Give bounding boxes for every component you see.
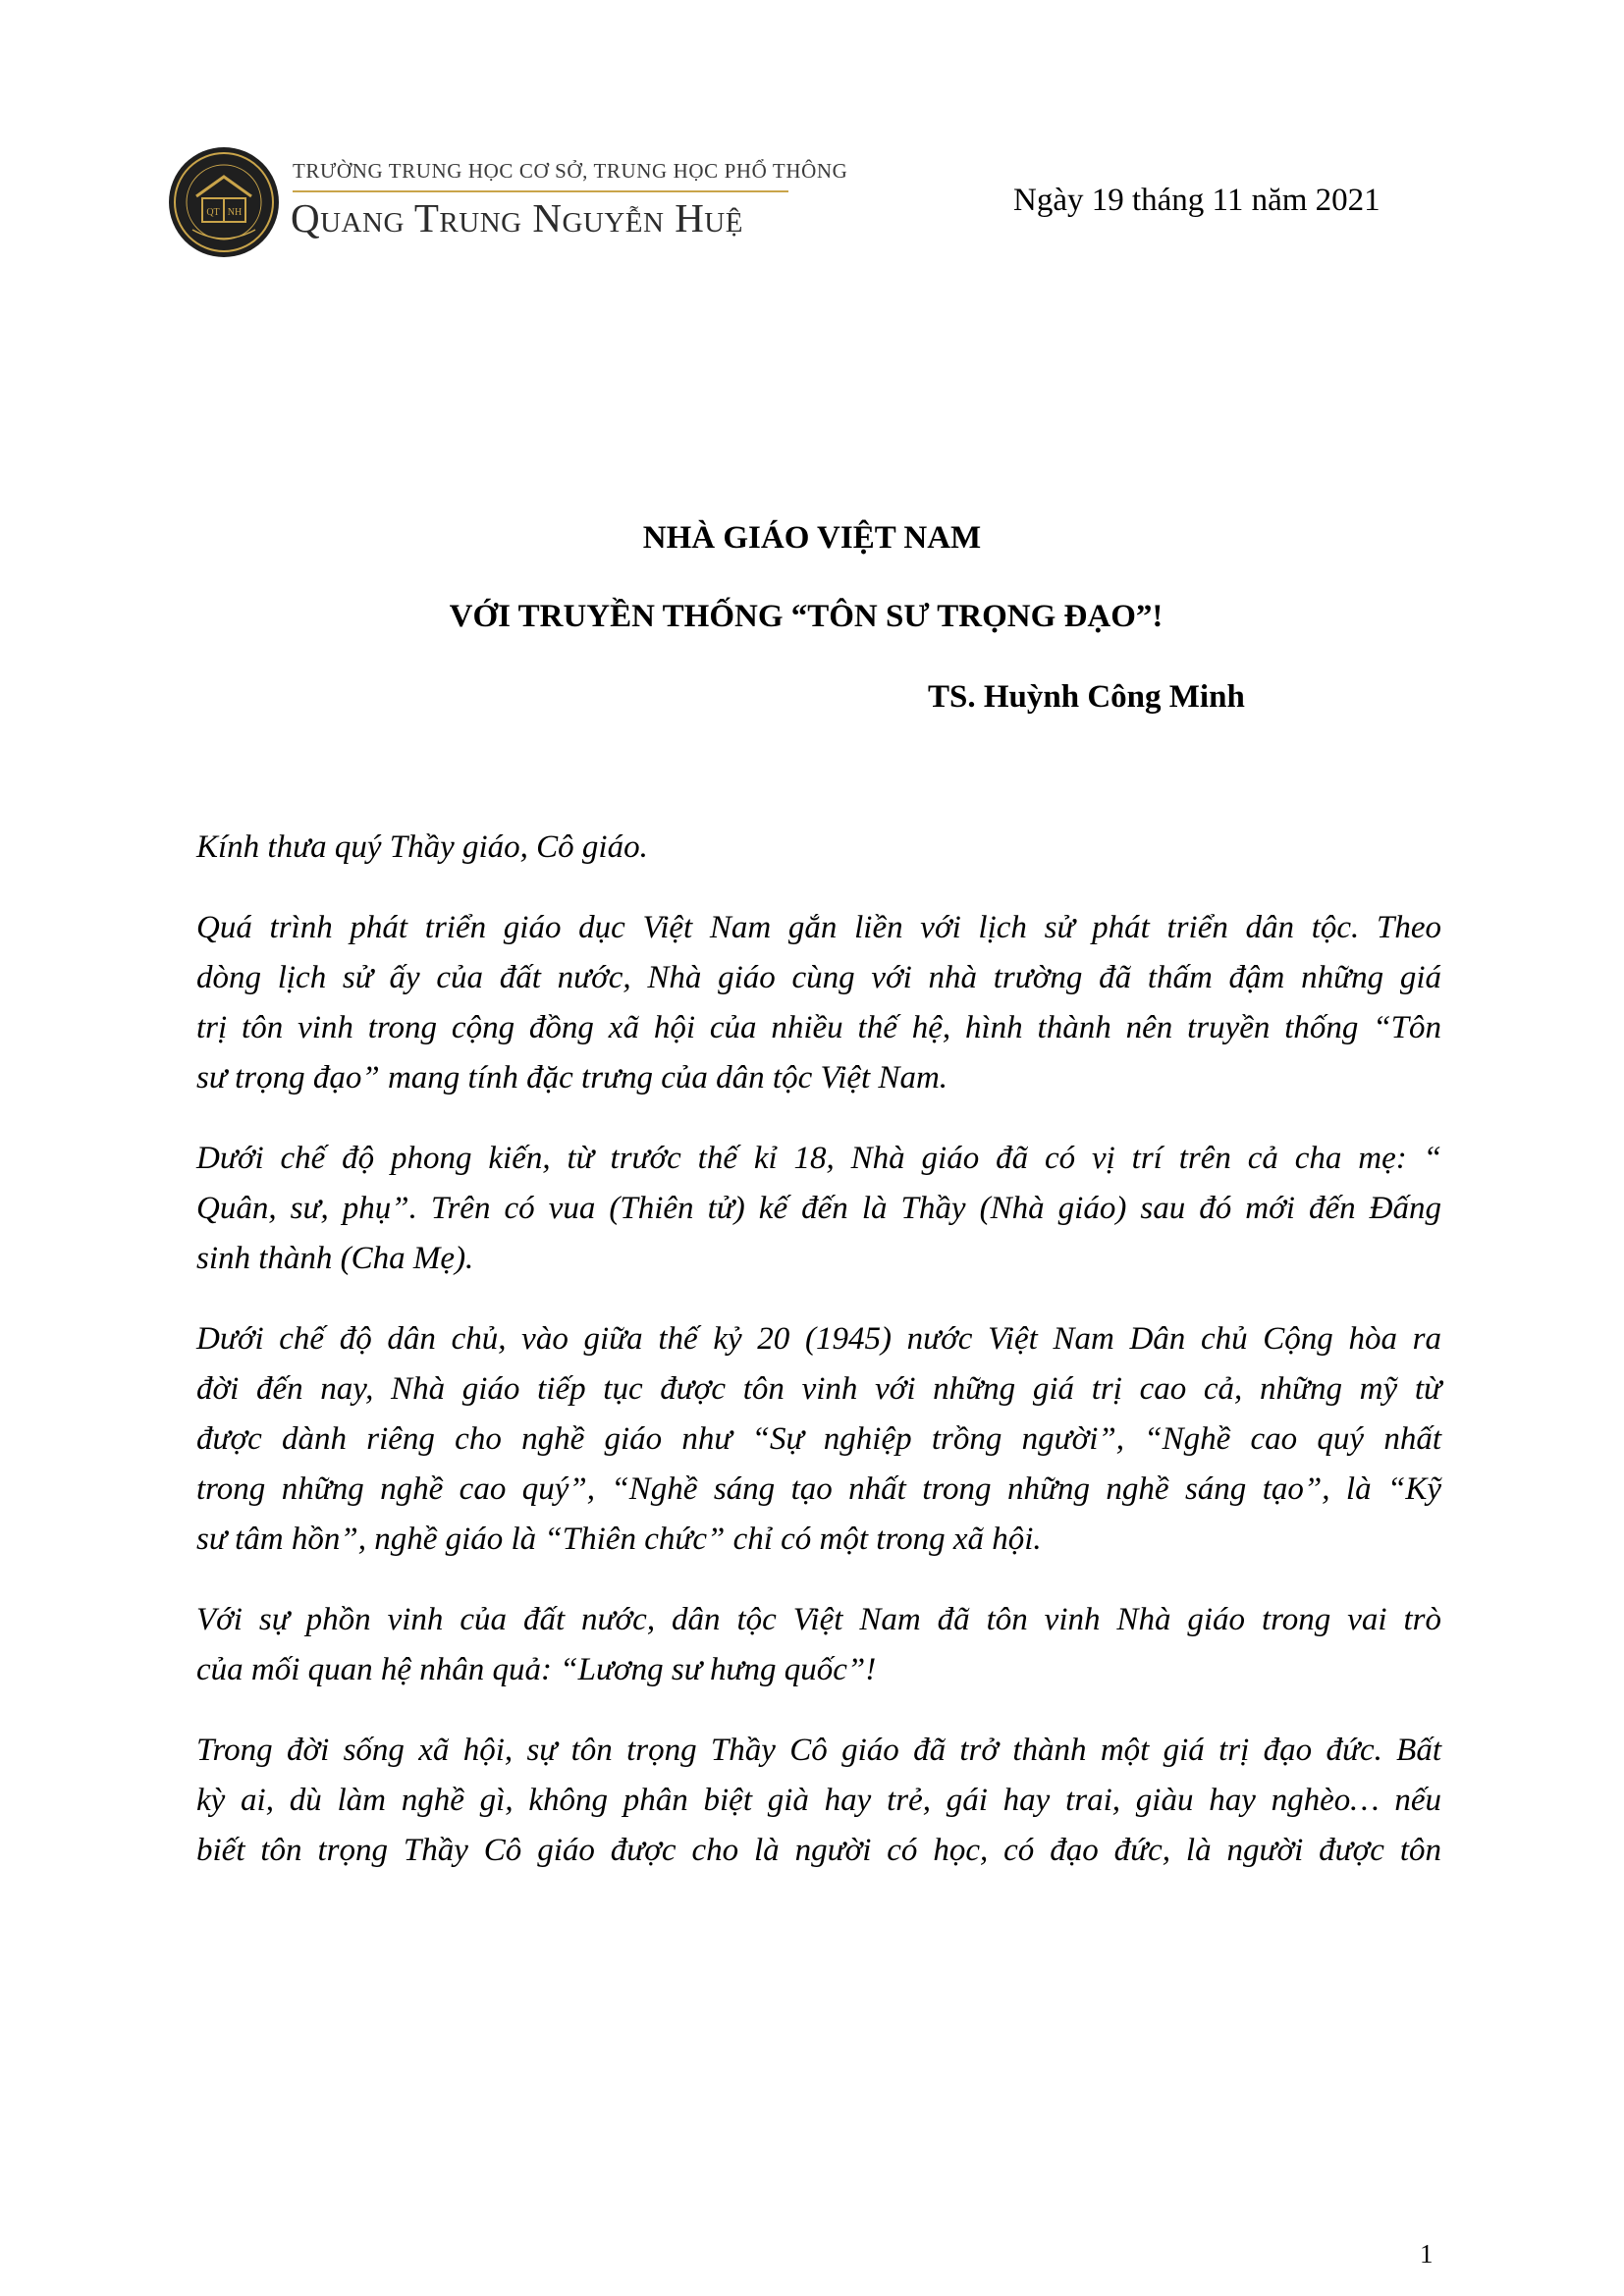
paragraph [196,823,1441,873]
text-line: dòng lịch sử ấy của đất nước, Nhà giáo cùng với nhà trường đã thấm đậm những giá [196,960,1441,995]
paragraph [196,1314,1441,1565]
text-line: đời đến nay, Nhà giáo tiếp tục được tôn vinh với những giá trị cao cả, những mỹ từ [196,1371,1441,1407]
school-crest-icon [167,145,281,259]
text-line: sinh thành (Cha Mẹ). [196,1241,474,1276]
document-title-line-2: VỚI TRUYỀN THỐNG “TÔN SƯ TRỌNG ĐẠO”! [449,599,1164,634]
text-line: biết tôn trọng Thầy Cô giáo được cho là người có học, có đạo đức, là người được tôn [196,1833,1441,1868]
text-line: Với sự phồn vinh của đất nước, dân tộc Việt Nam đã tôn vinh Nhà giáo trong vai trò [196,1602,1441,1637]
paragraph [196,1134,1441,1284]
school-name-subtitle: TRƯỜNG TRUNG HỌC CƠ SỞ, TRUNG HỌC PHỔ THÔNG [293,159,848,183]
paragraph [196,903,1441,1103]
crest-monogram-right: NH [227,207,243,218]
text-line: Trong đời sống xã hội, sự tôn trọng Thầy Cô giáo đã trở thành một giá trị đạo đức. Bất [196,1733,1441,1768]
text-line: trị tôn vinh trong cộng đồng xã hội của nhiều thế hệ, hình thành nên truyền thống “Tôn [196,1010,1441,1045]
text-line: kỳ ai, dù làm nghề gì, không phân biệt già hay trẻ, gái hay trai, giàu hay nghèo… nếu [196,1783,1441,1818]
paragraph [196,1726,1441,1876]
text-line: Dưới chế độ phong kiến, từ trước thế kỉ 18, Nhà giáo đã có vị trí trên cả cha mẹ: “ [196,1141,1441,1176]
text-line: sư tâm hồn”, nghề giáo là “Thiên chức” chỉ có một trong xã hội. [196,1522,1042,1557]
paragraph [196,1595,1441,1695]
crest-monogram-left: QT [206,207,220,218]
text-line: của mối quan hệ nhân quả: “Lương sư hưng quốc”! [196,1652,877,1687]
text-line: Quá trình phát triển giáo dục Việt Nam gắn liền với lịch sử phát triển dân tộc. Theo [196,910,1441,945]
document-date: Ngày 19 tháng 11 năm 2021 [1013,183,1380,218]
text-line: Dưới chế độ dân chủ, vào giữa thế kỷ 20 (1945) nước Việt Nam Dân chủ Cộng hòa ra [196,1321,1441,1357]
school-logo [167,145,848,263]
school-name: Quang Trung Nguyễn Huệ [291,195,743,240]
text-line: trong những nghề cao quý”, “Nghề sáng tạo nhất trong những nghề sáng tạo”, là “Kỹ [196,1471,1441,1507]
document-author: TS. Huỳnh Công Minh [928,679,1245,715]
text-line: được dành riêng cho nghề giáo như “Sự nghiệp trồng người”, “Nghề cao quý nhất [196,1421,1441,1457]
document-title-line-1: NHÀ GIÁO VIỆT NAM [642,520,982,556]
text-line: Quân, sư, phụ”. Trên có vua (Thiên tử) kế đến là Thầy (Nhà giáo) sau đó mới đến Đấng [196,1191,1441,1226]
page-number: 1 [1420,2239,1434,2269]
text-line: sư trọng đạo” mang tính đặc trưng của dân tộc Việt Nam. [196,1060,948,1095]
document-body [196,823,1441,1906]
school-name-divider [293,190,788,192]
text-line: Kính thưa quý Thầy giáo, Cô giáo. [196,829,648,865]
